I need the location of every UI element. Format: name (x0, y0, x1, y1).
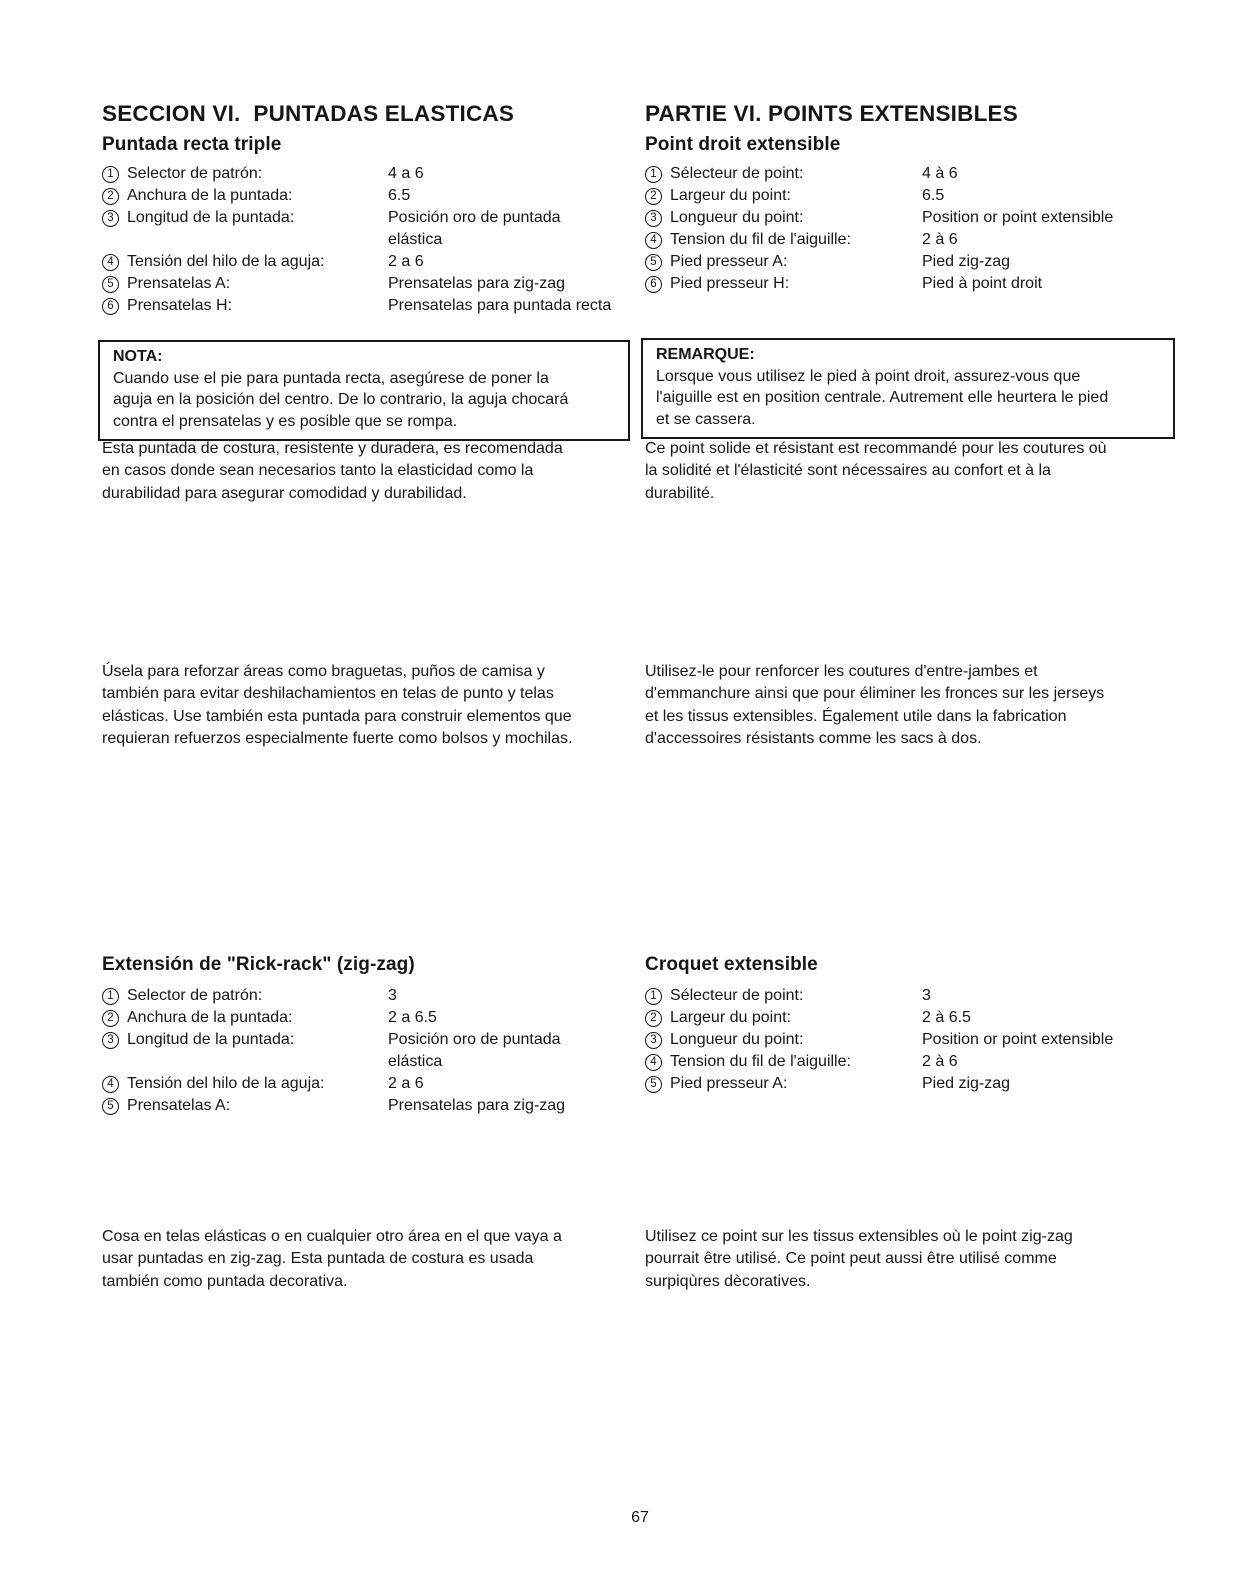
spec-value: Prensatelas para zig-zag (388, 1097, 565, 1114)
item-number-badge: 1 (102, 166, 119, 183)
paragraph-fr-3 (645, 1226, 1073, 1293)
item-number-badge: 3 (102, 210, 119, 227)
spec-value: Prensatelas para puntada recta (388, 297, 612, 314)
text-line: et se cassera. (656, 410, 756, 428)
block2-title-fr: Croquet extensible (645, 954, 818, 975)
spec-label: Longueur du point: (670, 209, 804, 226)
item-number-badge: 1 (645, 988, 662, 1005)
spec-value: Pied zig-zag (922, 1075, 1011, 1092)
section-title-fr: PARTIE VI. POINTS EXTENSIBLES (645, 101, 1018, 126)
spec-value: Pied zig-zag (922, 253, 1011, 270)
paragraph-fr-2 (645, 661, 1104, 750)
text-line: Lorsque vous utilisez le pied à point droit, assurez-vous que (656, 367, 1081, 385)
spec-label: Selector de patrón: (127, 165, 263, 182)
spec-row (102, 273, 632, 295)
text-line: pourrait être utilisé. Ce point peut aussi être utilisé comme (645, 1250, 1057, 1268)
spec-row (102, 251, 632, 273)
text-line: Ce point solide et résistant est recommandé pour les coutures où (645, 440, 1107, 457)
item-number-badge: 4 (102, 1076, 119, 1093)
item-number-badge: 3 (102, 1032, 119, 1049)
spec-value: Posición oro de puntada elástica (388, 1031, 561, 1070)
text-line: l'aiguille est en position centrale. Autrement elle heurtera le pied (656, 389, 1109, 406)
spec-value: 6.5 (922, 187, 945, 204)
spec-value: 3 (388, 987, 397, 1004)
text-line: Cuando use el pie para puntada recta, asegúrese de poner la (113, 369, 549, 387)
text-line: la solidité et l'élasticité sont nécessaires au confort et à la (645, 462, 1051, 480)
spec-row (102, 207, 632, 251)
french-column (645, 0, 1175, 1584)
spec-value: 2 à 6 (922, 1053, 958, 1070)
spec-value: Posición oro de puntada elástica (388, 209, 561, 248)
text-line: elásticas. Use también esta puntada para construir elementos que (102, 707, 572, 725)
spec-label: Anchura de la puntada: (127, 187, 293, 204)
text-line: Utilisez ce point sur les tissus extensibles où le point zig-zag (645, 1228, 1073, 1245)
spec-value: 2 à 6.5 (922, 1009, 971, 1026)
spec-label: Sélecteur de point: (670, 987, 804, 1004)
block1-title-fr: Point droit extensible (645, 134, 841, 155)
text-line: usar puntadas en zig-zag. Esta puntada de costura es usada (102, 1250, 534, 1268)
spec-row (102, 1029, 632, 1073)
spec-row (645, 985, 1175, 1007)
spec-row (102, 985, 632, 1007)
spec-label: Tension du fil de l'aiguille: (670, 231, 851, 248)
spec-row (645, 207, 1175, 229)
spec-row (102, 1095, 632, 1117)
text-line: Utilisez-le pour renforcer les coutures d'entre-jambes et (645, 663, 1038, 680)
spec-label: Pied presseur A: (670, 253, 788, 270)
spec-value: 4 à 6 (922, 165, 958, 182)
spec-value: 2 a 6 (388, 253, 424, 270)
item-number-badge: 6 (645, 276, 662, 293)
spec-row (645, 185, 1175, 207)
item-number-badge: 3 (645, 1032, 662, 1049)
paragraph-es-3 (102, 1226, 562, 1293)
spec-row (102, 163, 632, 185)
text-line: también como puntada decorativa. (102, 1272, 348, 1290)
spec-row (645, 163, 1175, 185)
note-box-fr (641, 338, 1175, 439)
paragraph-es-2 (102, 661, 572, 750)
text-line: surpiqùres dècoratives. (645, 1272, 811, 1290)
item-number-badge: 5 (102, 1098, 119, 1115)
spec-label: Prensatelas A: (127, 275, 231, 292)
text-line: requieran refuerzos especialmente fuerte como bolsos y mochilas. (102, 729, 573, 747)
item-number-badge: 2 (102, 1010, 119, 1027)
spec-label: Prensatelas H: (127, 297, 232, 314)
spec-value: 2 a 6.5 (388, 1009, 437, 1026)
item-number-badge: 3 (645, 210, 662, 227)
spec-row (645, 1073, 1175, 1095)
spec-row (645, 1029, 1175, 1051)
spec-list-fr-2 (645, 985, 1175, 1095)
spec-row (645, 273, 1175, 295)
spec-value: Pied à point droit (922, 275, 1043, 292)
item-number-badge: 5 (102, 276, 119, 293)
item-number-badge: 2 (645, 1010, 662, 1027)
text-line: durabilidad para asegurar comodidad y durabilidad. (102, 484, 467, 502)
spec-list-es-1 (102, 163, 632, 317)
spec-value: Prensatelas para zig-zag (388, 275, 565, 292)
text-line: contra el prensatelas y es posible que se rompa. (113, 412, 458, 430)
text-line: también para evitar deshilachamientos en telas de punto y telas (102, 685, 554, 703)
item-number-badge: 4 (102, 254, 119, 271)
spec-value: Position or point extensible (922, 1031, 1114, 1048)
spec-label: Sélecteur de point: (670, 165, 804, 182)
text-line: durabilité. (645, 484, 715, 502)
text-line: d'accessoires résistants comme les sacs à dos. (645, 729, 982, 747)
item-number-badge: 4 (645, 1054, 662, 1071)
spec-label: Tension du fil de l'aiguille: (670, 1053, 851, 1070)
item-number-badge: 5 (645, 1076, 662, 1093)
note-box-es (98, 340, 630, 441)
text-line: Úsela para reforzar áreas como braguetas, puños de camisa y (102, 663, 545, 680)
note-title: REMARQUE: (656, 346, 755, 363)
spec-row (102, 295, 632, 317)
spec-label: Largeur du point: (670, 187, 791, 204)
spec-list-es-2 (102, 985, 632, 1117)
text-line: d'emmanchure ainsi que pour éliminer les fronces sur les jerseys (645, 685, 1105, 703)
spec-label: Pied presseur H: (670, 275, 790, 292)
paragraph-fr-1 (645, 438, 1107, 505)
item-number-badge: 5 (645, 254, 662, 271)
spec-list-fr-1 (645, 163, 1175, 295)
spec-value: 3 (922, 987, 931, 1004)
page-number: 67 (631, 1509, 649, 1526)
block2-title-es: Extensión de "Rick-rack" (zig-zag) (102, 954, 415, 975)
block1-title-es: Puntada recta triple (102, 134, 282, 155)
item-number-badge: 1 (102, 988, 119, 1005)
item-number-badge: 6 (102, 298, 119, 315)
spec-label: Pied presseur A: (670, 1075, 788, 1092)
spec-label: Longitud de la puntada: (127, 209, 295, 226)
spec-value: 4 a 6 (388, 165, 424, 182)
spec-row (645, 1007, 1175, 1029)
text-line: et les tissus extensibles. Également utile dans la fabrication (645, 707, 1067, 725)
spec-value: Position or point extensible (922, 209, 1114, 226)
text-line: en casos donde sean necesarios tanto la elasticidad como la (102, 462, 534, 480)
paragraph-es-1 (102, 438, 563, 505)
spanish-column (102, 0, 632, 1584)
spec-value: 2 à 6 (922, 231, 958, 248)
spec-row (645, 1051, 1175, 1073)
item-number-badge: 2 (645, 188, 662, 205)
item-number-badge: 2 (102, 188, 119, 205)
text-line: Esta puntada de costura, resistente y duradera, es recomendada (102, 440, 563, 457)
spec-row (102, 1007, 632, 1029)
spec-value: 6.5 (388, 187, 411, 204)
spec-row (102, 185, 632, 207)
item-number-badge: 1 (645, 166, 662, 183)
note-title: NOTA: (113, 348, 163, 365)
text-line: Cosa en telas elásticas o en cualquier otro área en el que vaya a (102, 1228, 562, 1245)
spec-row (645, 229, 1175, 251)
spec-label: Prensatelas A: (127, 1097, 231, 1114)
spec-label: Anchura de la puntada: (127, 1009, 293, 1026)
spec-label: Longitud de la puntada: (127, 1031, 295, 1048)
spec-label: Longueur du point: (670, 1031, 804, 1048)
spec-value: 2 a 6 (388, 1075, 424, 1092)
spec-row (645, 251, 1175, 273)
spec-label: Selector de patrón: (127, 987, 263, 1004)
spec-label: Tensión del hilo de la aguja: (127, 253, 325, 270)
item-number-badge: 4 (645, 232, 662, 249)
spec-row (102, 1073, 632, 1095)
text-line: aguja en la posición del centro. De lo contrario, la aguja chocará (113, 391, 569, 408)
spec-label: Largeur du point: (670, 1009, 791, 1026)
spec-label: Tensión del hilo de la aguja: (127, 1075, 325, 1092)
section-title-es: SECCION VI. PUNTADAS ELASTICAS (102, 101, 515, 126)
